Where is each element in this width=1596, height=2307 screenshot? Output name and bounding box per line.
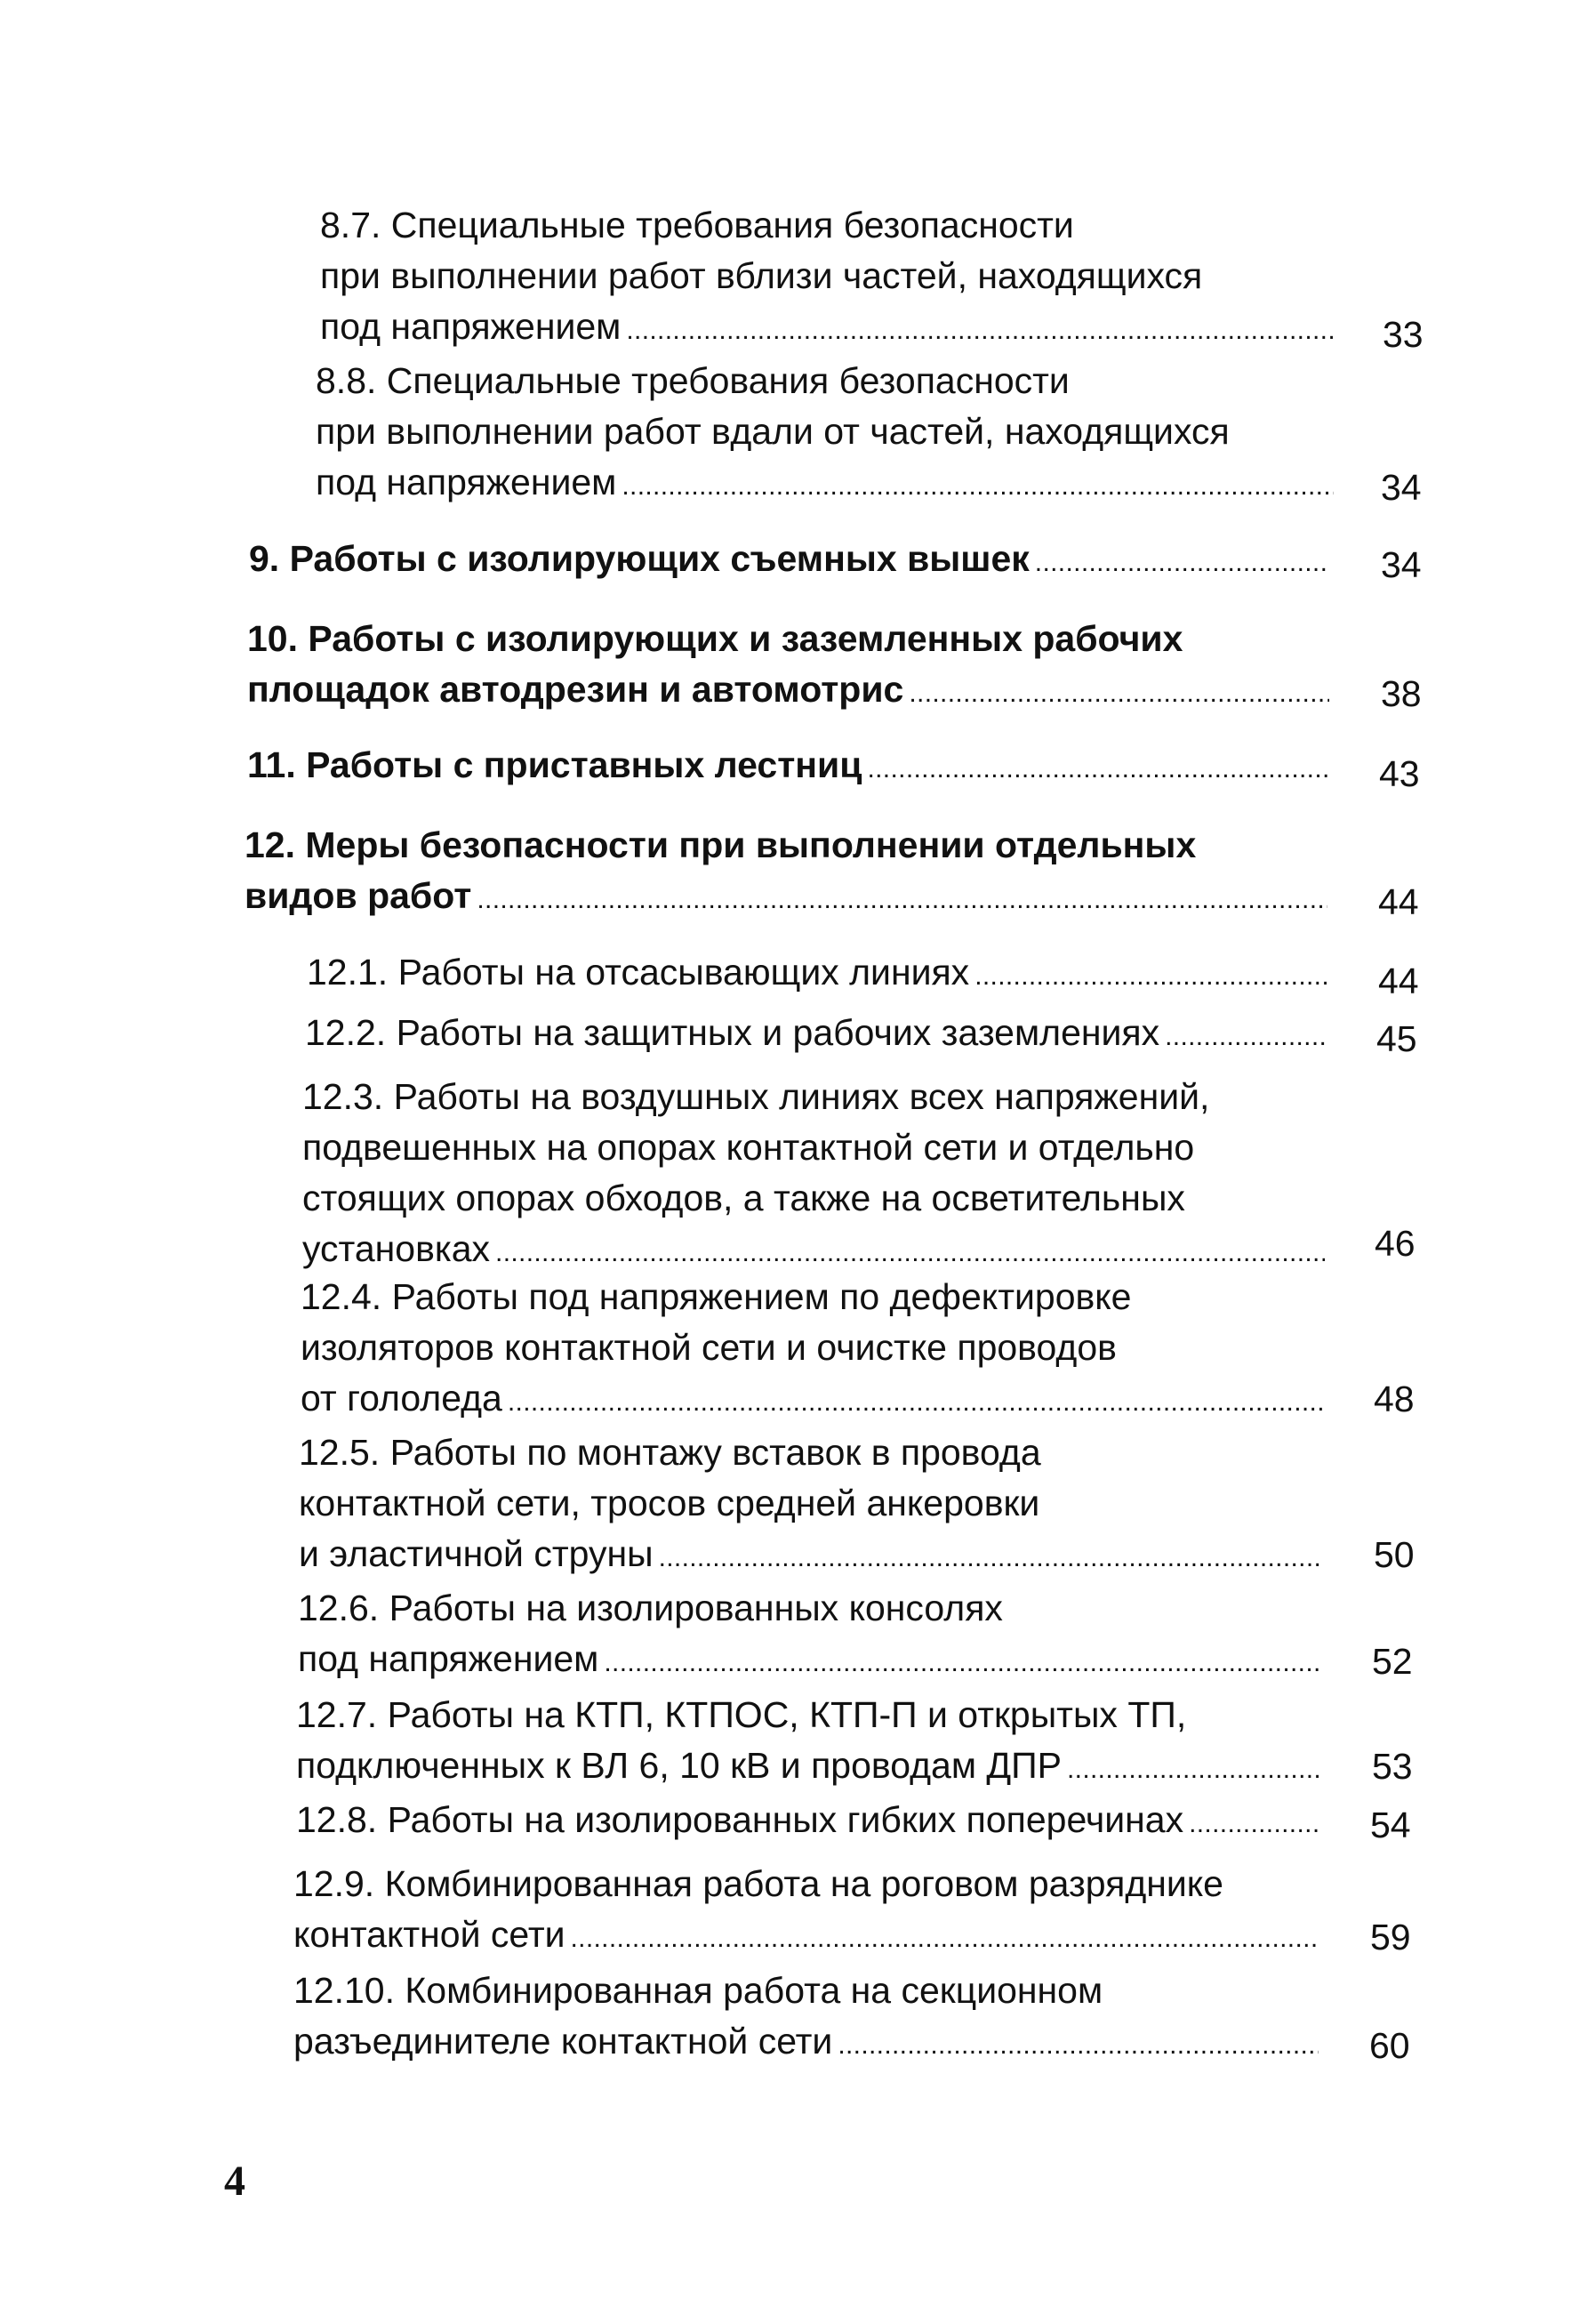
toc-entry-line: 12.5. Работы по монтажу вставок в провода [299, 1432, 1041, 1473]
page-number: 48 [1374, 1379, 1415, 1419]
page-number: 45 [1376, 1018, 1417, 1059]
dot-leader [974, 951, 1327, 1001]
dot-leader [571, 1913, 1319, 1964]
dot-leader [604, 1637, 1320, 1688]
toc-entry-line: 11. Работы с приставных лестниц [247, 744, 862, 785]
toc-entry-10 [247, 614, 1329, 719]
toc-entry-12 [245, 820, 1327, 925]
page-number: 44 [1378, 881, 1419, 922]
toc-entry-8-7 [320, 200, 1334, 356]
toc-entry-line: под напряжением [316, 462, 617, 502]
page-number: 50 [1374, 1534, 1415, 1575]
folio-page-number: 4 [224, 2158, 245, 2205]
page-number: 54 [1370, 1805, 1411, 1845]
toc-entry-line: 12.4. Работы под напряжением по дефектировке [301, 1276, 1132, 1317]
toc-entry-line: видов работ [245, 875, 472, 916]
toc-entry-line: контактной сети [293, 1914, 565, 1955]
page-number: 34 [1381, 544, 1422, 585]
dot-leader [1035, 537, 1329, 588]
toc-entry-line: 12.8. Работы на изолированных гибких поперечинах [296, 1799, 1184, 1840]
toc-entry-line: 12.1. Работы на отсасывающих линиях [307, 952, 970, 993]
dot-leader [1067, 1744, 1319, 1795]
toc-entry-line: 8.7. Специальные требования безопасности [320, 205, 1074, 245]
page-number: 53 [1372, 1746, 1413, 1787]
toc-entry-12-6 [298, 1583, 1320, 1688]
toc-entry-line: 12.3. Работы на воздушных линиях всех напряжений, [302, 1076, 1210, 1117]
dot-leader [477, 874, 1327, 925]
dot-leader [626, 305, 1334, 356]
page-number: 44 [1378, 961, 1419, 1001]
toc-entry-line: 10. Работы с изолирующих и заземленных рабочих [247, 618, 1183, 659]
page-number: 46 [1375, 1223, 1416, 1264]
page-number: 59 [1370, 1917, 1411, 1957]
page-number: 52 [1372, 1641, 1413, 1682]
toc-entry-line: 12.6. Работы на изолированных консолях [298, 1588, 1003, 1628]
dot-leader [1165, 1011, 1327, 1062]
dot-leader [909, 668, 1329, 719]
dot-leader [508, 1377, 1323, 1427]
toc-entry-line: и эластичной струны [299, 1533, 654, 1574]
toc-entry-line: 12.9. Комбинированная работа на роговом разряднике [293, 1863, 1223, 1904]
toc-entry-line: при выполнении работ вблизи частей, находящихся [320, 255, 1203, 296]
toc-entry-line: 12.7. Работы на КТП, КТПОС, КТП-П и открытых ТП, [296, 1694, 1187, 1735]
toc-entry-11 [247, 740, 1327, 794]
toc-entry-line: от гололеда [301, 1378, 502, 1419]
toc-entry-12-8 [296, 1795, 1319, 1849]
toc-entry-line: стоящих опорах обходов, а также на осветительных [302, 1178, 1185, 1218]
toc-entry-8-8 [316, 356, 1334, 511]
toc-entry-line: 8.8. Специальные требования безопасности [316, 360, 1070, 401]
toc-entry-line: 12.10. Комбинированная работа на секционном [293, 1970, 1103, 2011]
toc-entry-12-3 [302, 1072, 1325, 1278]
toc-entry-line: под напряжением [320, 306, 622, 347]
dot-leader [838, 2020, 1319, 2070]
page-number: 60 [1369, 2025, 1410, 2066]
toc-entry-12-2 [305, 1008, 1327, 1062]
toc-entry-12-4 [301, 1272, 1323, 1427]
toc-entry-12-1 [307, 947, 1327, 1001]
dot-leader [622, 461, 1334, 511]
toc-entry-line: установках [302, 1228, 491, 1269]
toc-entry-line: площадок автодрезин и автомотрис [247, 669, 904, 710]
toc-entry-line: подвешенных на опорах контактной сети и отдельно [302, 1127, 1195, 1168]
toc-entry-12-10 [293, 1965, 1319, 2070]
toc-entry-9 [249, 534, 1329, 588]
dot-leader [659, 1532, 1321, 1583]
page-number: 43 [1379, 753, 1420, 794]
dot-leader [495, 1227, 1325, 1278]
toc-entry-line: контактной сети, тросов средней анкеровки [299, 1483, 1040, 1523]
page-number: 34 [1381, 467, 1422, 508]
toc-entry-line: изоляторов контактной сети и очистке проводов [301, 1327, 1117, 1368]
page-number: 38 [1381, 673, 1422, 714]
toc-entry-line: 12.2. Работы на защитных и рабочих заземлениях [305, 1012, 1160, 1053]
dot-leader [867, 744, 1327, 794]
toc-entry-line: разъединителе контактной сети [293, 2021, 833, 2062]
toc-entry-line: при выполнении работ вдали от частей, находящихся [316, 411, 1230, 452]
toc-entry-12-7 [296, 1690, 1319, 1795]
toc-entry-12-5 [299, 1427, 1321, 1583]
toc-entry-line: под напряжением [298, 1638, 599, 1679]
toc-entry-12-9 [293, 1859, 1319, 1964]
toc-entry-line: подключенных к ВЛ 6, 10 кВ и проводам ДПР [296, 1745, 1062, 1786]
dot-leader [1189, 1798, 1319, 1849]
page-number: 33 [1383, 314, 1424, 355]
toc-entry-line: 12. Меры безопасности при выполнении отдельных [245, 824, 1197, 865]
toc-entry-line: 9. Работы с изолирующих съемных вышек [249, 538, 1030, 579]
